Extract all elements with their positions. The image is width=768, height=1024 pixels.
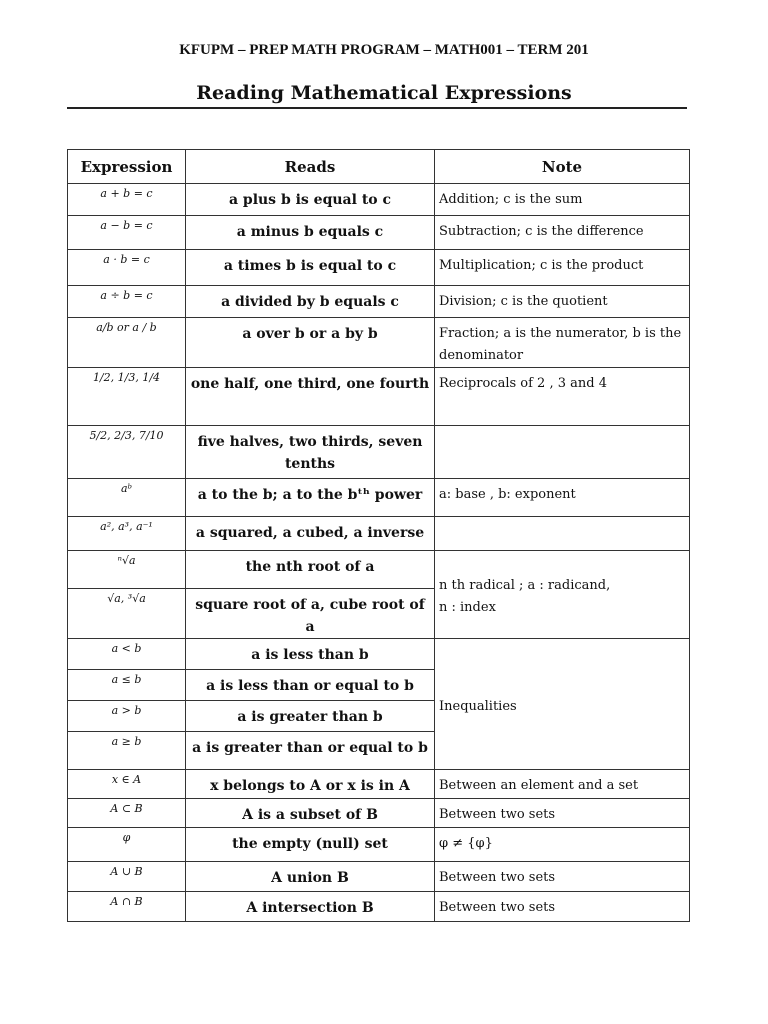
column-header: Note [435,150,690,184]
reads-cell: a is greater than b [186,701,435,732]
reads-cell: a divided by b equals c [186,286,435,318]
title-underline [67,107,687,109]
reads-cell: A intersection B [186,892,435,922]
reads-cell: a is greater than or equal to b [186,732,435,770]
table-row [68,368,690,426]
note-cell-radical: n th radical ; a : radicand, n : index [435,551,690,639]
column-header: Expression [68,150,186,184]
reads-cell: five halves, two thirds, seven tenths [186,426,435,479]
reads-cell: a to the b; a to the bᵗʰ power [186,479,435,517]
expression-cell: a + b = c [68,184,186,216]
note-cell: Multiplication; c is the product [435,250,690,286]
table-row [68,479,690,517]
note-cell: Between two sets [435,892,690,922]
note-cell: a: base , b: exponent [435,479,690,517]
expression-cell: 5/2, 2/3, 7/10 [68,426,186,479]
table-row [68,862,690,892]
table-header-row [68,150,690,184]
expression-cell: A ∩ B [68,892,186,922]
expression-cell: a ≤ b [68,670,186,701]
expression-cell: a − b = c [68,216,186,250]
expression-cell: 1/2, 1/3, 1/4 [68,368,186,426]
note-cell: Reciprocals of 2 , 3 and 4 [435,368,690,426]
table-row [68,639,690,670]
note-cell: Subtraction; c is the difference [435,216,690,250]
note-cell-inequalities: Inequalities [435,639,690,770]
note-cell: Between two sets [435,862,690,892]
table-row [68,770,690,799]
expression-cell: a/b or a / b [68,318,186,368]
reads-cell: a over b or a by b [186,318,435,368]
reads-cell: A is a subset of B [186,799,435,828]
reads-cell: one half, one third, one fourth [186,368,435,426]
expression-cell: A ⊂ B [68,799,186,828]
expression-cell: a > b [68,701,186,732]
expression-cell: φ [68,828,186,862]
reads-cell: square root of a, cube root of a [186,589,435,639]
expression-cell: x ∈ A [68,770,186,799]
reads-cell: a is less than or equal to b [186,670,435,701]
expression-cell: a ÷ b = c [68,286,186,318]
note-cell: Division; c is the quotient [435,286,690,318]
reads-cell: a plus b is equal to c [186,184,435,216]
reads-cell: the empty (null) set [186,828,435,862]
table-row [68,318,690,368]
table-row [68,286,690,318]
table-row [68,426,690,479]
expressions-table [67,149,690,922]
reads-cell: a squared, a cubed, a inverse [186,517,435,551]
expression-cell: √a, ³√a [68,589,186,639]
reads-cell: the nth root of a [186,551,435,589]
reads-cell: x belongs to A or x is in A [186,770,435,799]
note-cell [435,517,690,551]
table-row [68,216,690,250]
table-row [68,799,690,828]
table-row [68,892,690,922]
document-title: Reading Mathematical Expressions [196,82,572,104]
expression-cell: a², a³, a⁻¹ [68,517,186,551]
note-cell: Between an element and a set [435,770,690,799]
table-row [68,551,690,589]
table-row [68,184,690,216]
note-cell: Fraction; a is the numerator, b is the denominator [435,318,690,368]
note-cell: φ ≠ {φ} [435,828,690,862]
note-cell: Between two sets [435,799,690,828]
expression-cell: ⁿ√a [68,551,186,589]
expression-cell: A ∪ B [68,862,186,892]
reads-cell: a minus b equals c [186,216,435,250]
document-header: KFUPM – PREP MATH PROGRAM – MATH001 – TERM 201 [179,42,589,58]
note-cell [435,426,690,479]
reads-cell: a times b is equal to c [186,250,435,286]
expression-cell: a · b = c [68,250,186,286]
note-cell: Addition; c is the sum [435,184,690,216]
reads-cell: A union B [186,862,435,892]
table-row [68,517,690,551]
table-row [68,250,690,286]
expression-cell: aᵇ [68,479,186,517]
reads-cell: a is less than b [186,639,435,670]
expression-cell: a ≥ b [68,732,186,770]
column-header: Reads [186,150,435,184]
table-row [68,828,690,862]
expression-cell: a < b [68,639,186,670]
